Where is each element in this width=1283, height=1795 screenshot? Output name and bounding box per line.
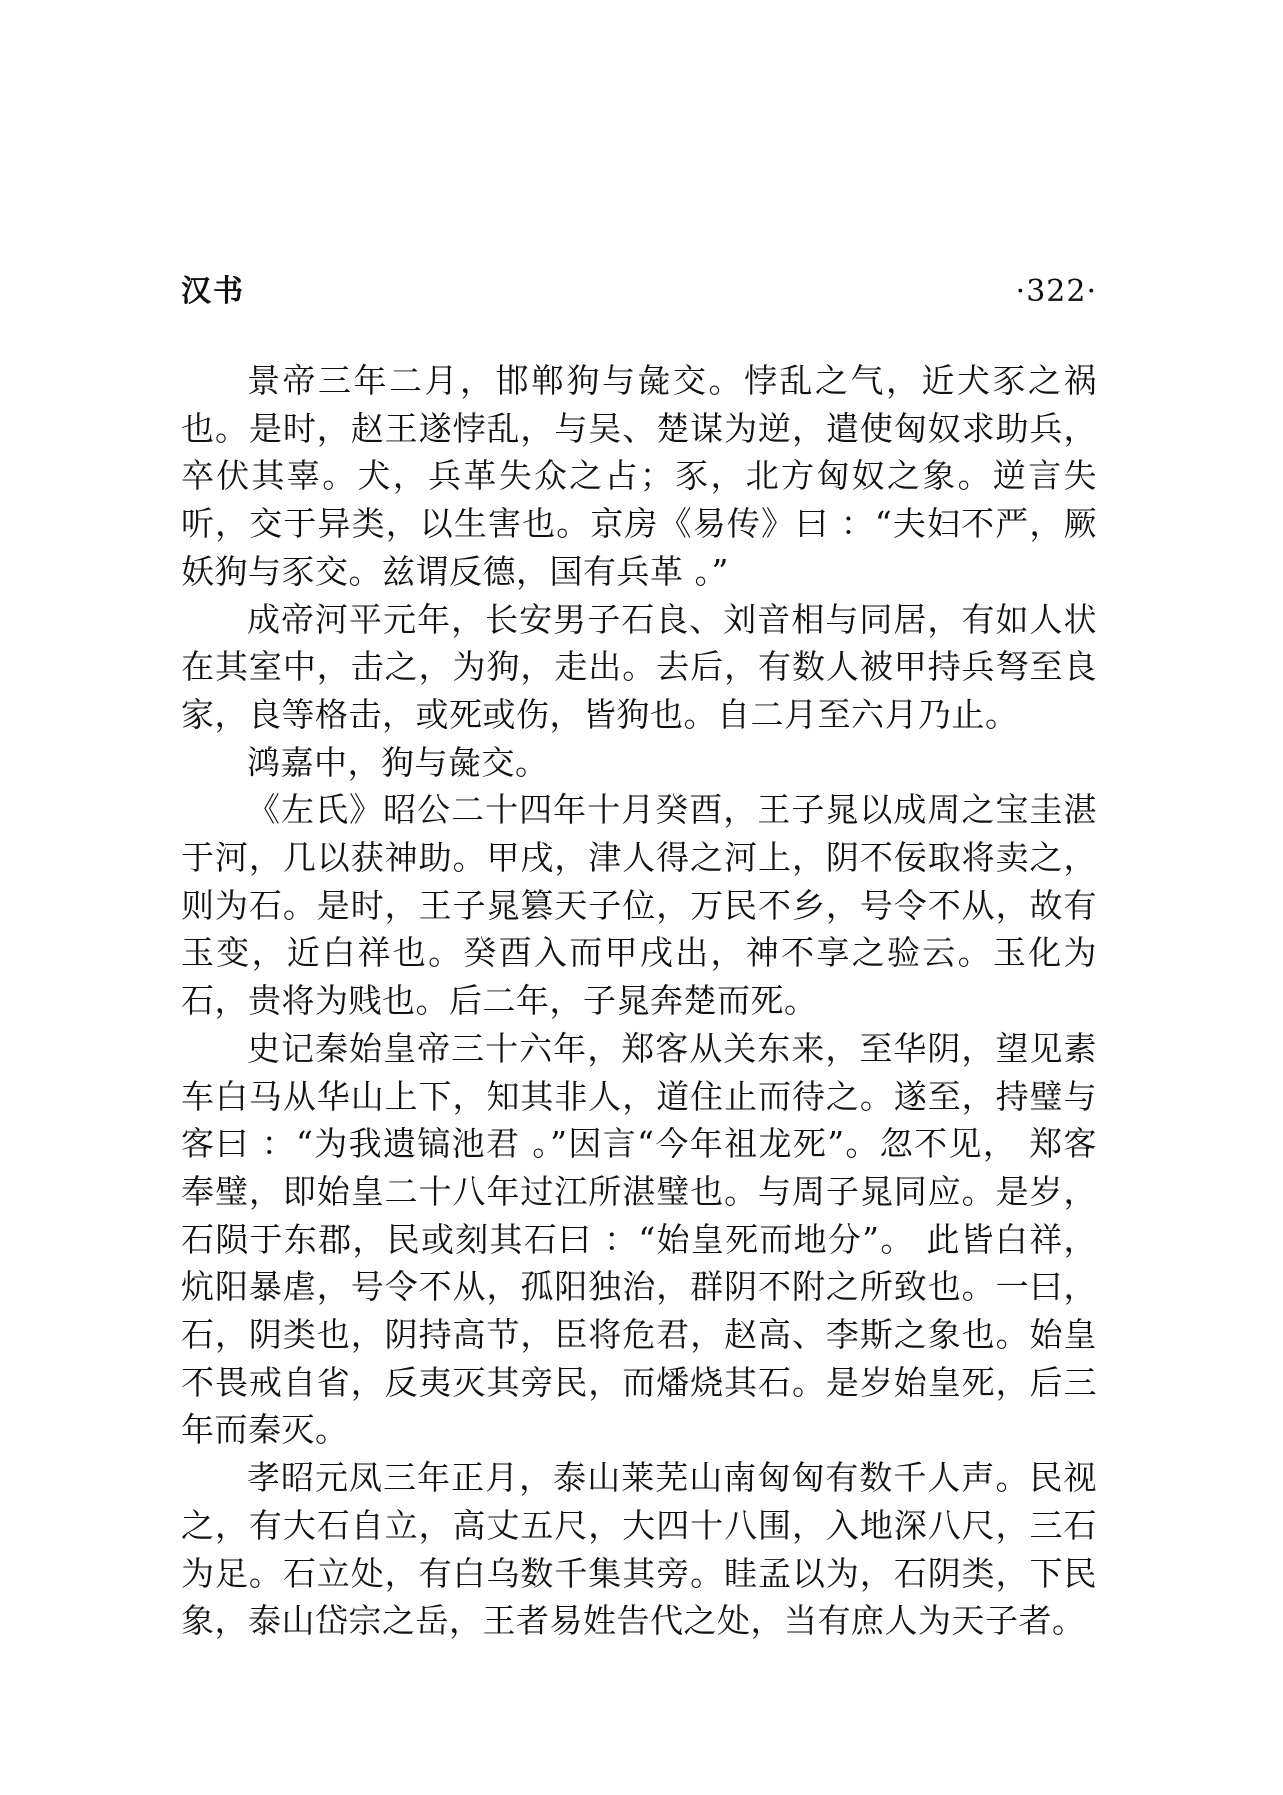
page-header (181, 270, 1097, 320)
paragraph: 成帝河平元年，长安男子石良、刘音相与同居，有如人状在其室中，击之，为狗，走出。去后，有数人被甲持兵弩至良家，良等格击，或死或伤，皆狗也。自二月至六月乃止。 (181, 599, 1097, 734)
page-number: ·322· (1015, 274, 1097, 309)
paragraph: 鸿嘉中，狗与彘交。 (247, 742, 549, 782)
paragraph: 史记秦始皇帝三十六年，郑客从关东来，至华阴，望见素车白马从华山上下，知其非人，道住止而待之。遂至，持璧与客曰 ：“为我遗镐池君 。”因言“今年祖龙死”。忽不见， 郑客奉璧，即始皇二十八年过江所湛璧也。与周子晁同应。是岁，石陨于东郡，民或刻其石曰 ：“始皇死而地分”。 此皆白祥，炕阳暴虐，号令不从，孤阳独治，群阴不附之所致也。一曰，石，阴类也，阴持高节，臣将危君，赵高、李斯之象也。始皇不畏戒自省，反夷灭其旁民，而燔烧其石。是岁始皇死，后三年而秦灭。 (181, 1028, 1097, 1450)
paragraph: 孝昭元凤三年正月，泰山莱芜山南匈匈有数千人声。民视之，有大石自立，高丈五尺，大四十八围，入地深八尺，三石为足。石立处，有白乌数千集其旁。眭孟以为，石阴类，下民象，泰山岱宗之岳，王者易姓告代之处，当有庶人为天子者。 (181, 1458, 1097, 1641)
book-title: 汉书 (181, 274, 245, 309)
paragraph: 景帝三年二月，邯郸狗与彘交。悖乱之气，近犬豕之祸也。是时，赵王遂悖乱，与吴、楚谋为逆，遣使匈奴求助兵，卒伏其辜。犬，兵革失众之占；豕，北方匈奴之象。逆言失听，交于异类，以生害也。京房《易传》曰 ：“夫妇不严，厥妖狗与豕交。兹谓反德，国有兵革 。” (181, 361, 1097, 591)
body-text (181, 357, 1097, 1645)
paragraph: 《左氏》昭公二十四年十月癸酉，王子晁以成周之宝圭湛于河，几以获神助。甲戌，津人得之河上，阴不佞取将卖之，则为石。是时，王子晁篡天子位，万民不乡，号令不从，故有玉变，近白祥也。癸酉入而甲戌出，神不享之验云。玉化为石，贵将为贱也。后二年，子晁奔楚而死。 (181, 790, 1097, 1021)
